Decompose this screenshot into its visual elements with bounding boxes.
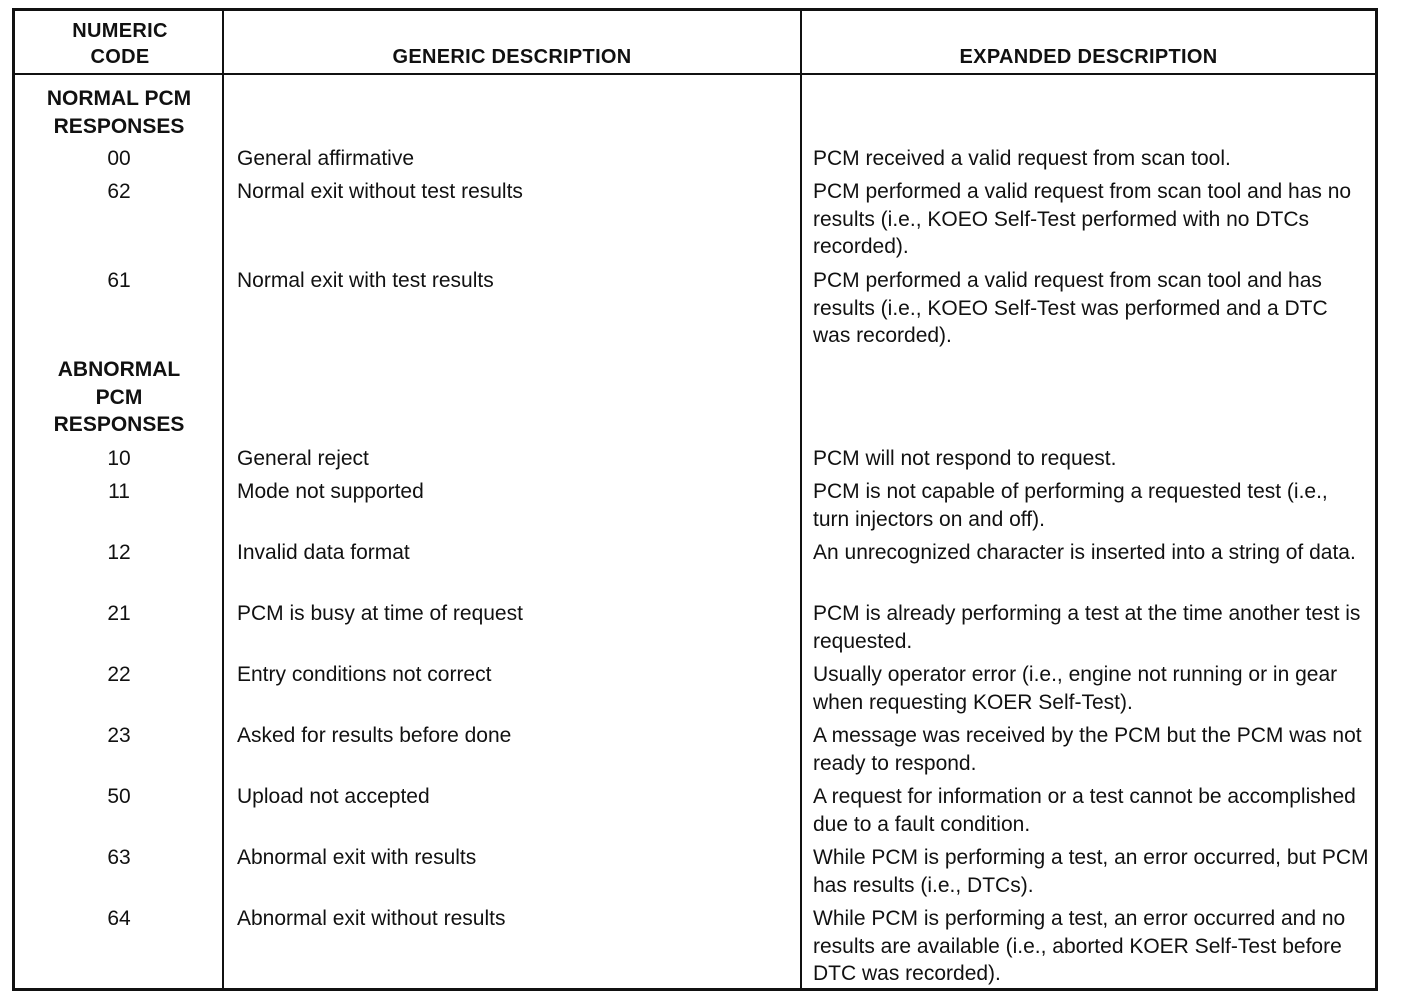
header-divider <box>15 73 1375 75</box>
expanded-description: PCM received a valid request from scan tool. <box>813 147 1231 170</box>
numeric-code: 00 <box>107 147 131 170</box>
numeric-code: 10 <box>107 447 131 470</box>
generic-description: General reject <box>237 447 369 470</box>
generic-description: Entry conditions not correct <box>237 663 492 686</box>
numeric-code: 11 <box>108 480 130 503</box>
expanded-description: PCM is already performing a test at the time another test is requested. <box>813 602 1361 653</box>
generic-description: Normal exit with test results <box>237 269 494 292</box>
expanded-description: A request for information or a test cannot be accomplished due to a fault condition. <box>813 785 1356 836</box>
numeric-code: 61 <box>107 269 131 292</box>
generic-description: General affirmative <box>237 147 415 170</box>
numeric-code: 64 <box>107 907 131 930</box>
expanded-description: PCM will not respond to request. <box>813 447 1117 470</box>
header-generic-description: GENERIC DESCRIPTION <box>392 46 632 68</box>
expanded-description: While PCM is performing a test, an error occurred, but PCM has results (i.e., DTCs). <box>813 846 1369 897</box>
numeric-code: 62 <box>107 180 131 203</box>
generic-description: Invalid data format <box>237 541 410 564</box>
generic-description: Normal exit without test results <box>237 180 523 203</box>
generic-description: Abnormal exit without results <box>237 907 506 930</box>
expanded-description: PCM is not capable of performing a requested test (i.e., turn injectors on and off). <box>813 480 1328 531</box>
section-title-normal: NORMAL PCM RESPONSES <box>46 87 192 138</box>
generic-description: Abnormal exit with results <box>237 846 477 869</box>
column-divider-generic <box>800 11 802 988</box>
header-numeric-code: NUMERIC CODE <box>72 20 168 68</box>
numeric-code: 22 <box>107 663 131 686</box>
response-code-table <box>12 8 1378 991</box>
generic-description: Upload not accepted <box>237 785 430 808</box>
numeric-code: 50 <box>107 785 131 808</box>
generic-description: Mode not supported <box>237 480 424 503</box>
generic-description: Asked for results before done <box>237 724 512 747</box>
expanded-description: An unrecognized character is inserted into a string of data. <box>813 541 1356 564</box>
expanded-description: While PCM is performing a test, an error occurred and no results are available (i.e., aborted KOER Self-Test before DTC was recorded). <box>813 907 1346 985</box>
section-title-abnormal: ABNORMAL PCM RESPONSES <box>53 358 185 436</box>
expanded-description: PCM performed a valid request from scan tool and has results (i.e., KOEO Self-Test was performed and a DTC was recorded). <box>813 269 1328 347</box>
numeric-code: 12 <box>107 541 131 564</box>
numeric-code: 21 <box>107 602 131 625</box>
numeric-code: 63 <box>107 846 131 869</box>
expanded-description: Usually operator error (i.e., engine not running or in gear when requesting KOER Self-Test). <box>813 663 1338 714</box>
generic-description: PCM is busy at time of request <box>237 602 523 625</box>
expanded-description: A message was received by the PCM but the PCM was not ready to respond. <box>813 724 1362 775</box>
expanded-description: PCM performed a valid request from scan tool and has no results (i.e., KOEO Self-Test performed with no DTCs recorded). <box>813 180 1352 258</box>
header-expanded-description: EXPANDED DESCRIPTION <box>959 46 1218 68</box>
numeric-code: 23 <box>107 724 131 747</box>
